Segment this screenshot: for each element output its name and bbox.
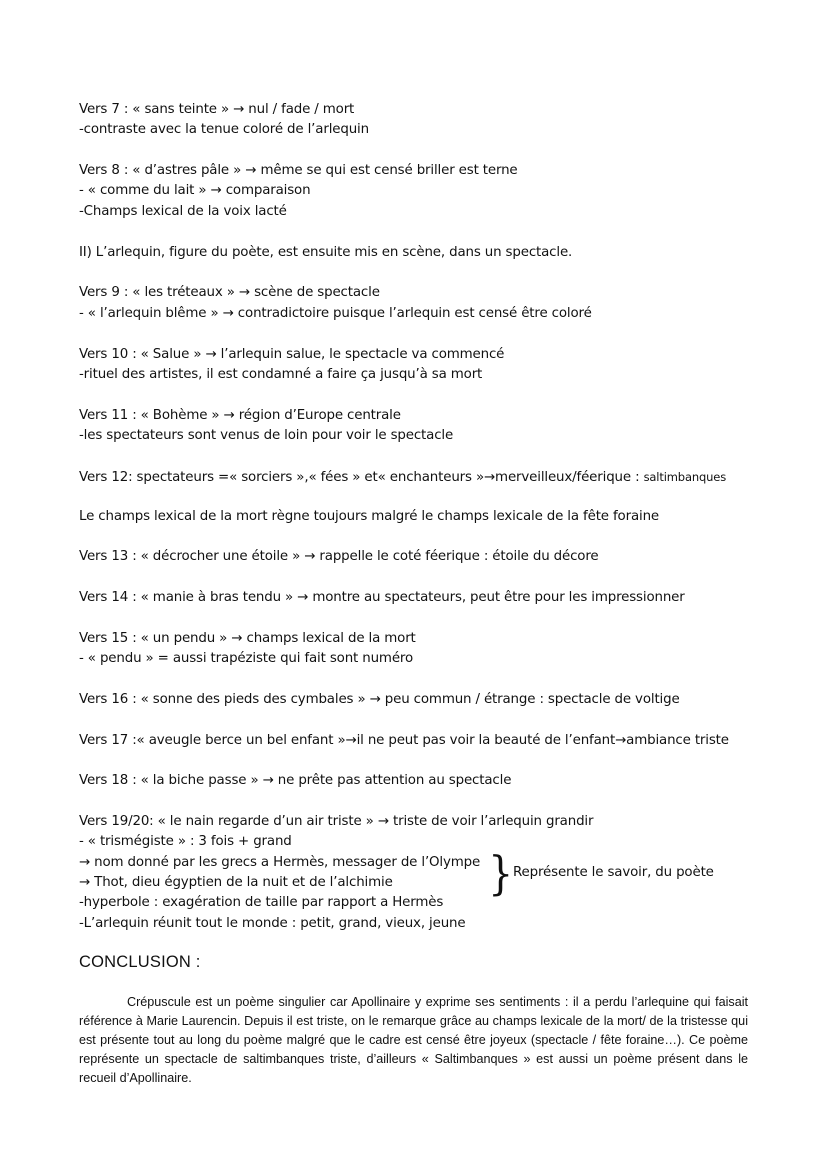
line-vers10-note: -rituel des artistes, il est condamné a faire ça jusqu’à sa mort: [79, 367, 483, 382]
line-vers8-note2: -Champs lexical de la voix lacté: [79, 204, 287, 219]
curly-brace: }: [488, 846, 514, 900]
line-vers19-20-note1: - « trismégiste » : 3 fois + grand: [79, 834, 292, 849]
line-vers9: Vers 9 : « les tréteaux » → scène de spectacle: [79, 285, 380, 300]
line-vers12: [79, 468, 726, 487]
line-vers7: Vers 7 : « sans teinte » → nul / fade / mort: [79, 102, 355, 117]
line-vers8-note1: - « comme du lait » → comparaison: [79, 183, 311, 198]
line-vers13: Vers 13 : « décrocher une étoile » → rappelle le coté féerique : étoile du décore: [79, 549, 599, 564]
line-vers10: Vers 10 : « Salue » → l’arlequin salue, le spectacle va commencé: [79, 347, 505, 362]
line-vers16: Vers 16 : « sonne des pieds des cymbales » → peu commun / étrange : spectacle de voltige: [79, 692, 680, 707]
line-vers17: Vers 17 :« aveugle berce un bel enfant »→il ne peut pas voir la beauté de l’enfant→ambiance triste: [79, 733, 729, 748]
line-vers19-20-note5: -L’arlequin réunit tout le monde : petit, grand, vieux, jeune: [79, 916, 466, 931]
line-vers12-main: Vers 12: spectateurs =« sorciers »,« fées » et« enchanteurs »→merveilleux/féerique :: [79, 470, 644, 485]
brace-label: Représente le savoir, du poète: [513, 865, 714, 880]
line-vers19-20-note4: -hyperbole : exagération de taille par rapport a Hermès: [79, 895, 444, 910]
line-vers15-note: - « pendu » = aussi trapéziste qui fait sont numéro: [79, 651, 414, 666]
line-vers19-20-note3: → Thot, dieu égyptien de la nuit et de l’alchimie: [79, 875, 393, 890]
line-vers12-small: saltimbanques: [643, 470, 727, 484]
line-vers14: Vers 14 : « manie à bras tendu » → montre au spectateurs, peut être pour les impressionner: [79, 590, 685, 605]
line-vers7-note: -contraste avec la tenue coloré de l’arlequin: [79, 122, 369, 137]
line-vers11: Vers 11 : « Bohème » → région d’Europe centrale: [79, 408, 401, 423]
line-vers8: Vers 8 : « d’astres pâle » → même se qui est censé briller est terne: [79, 163, 518, 178]
line-vers11-note: -les spectateurs sont venus de loin pour voir le spectacle: [79, 428, 454, 443]
line-vers9-note: - « l’arlequin blême » → contradictoire puisque l’arlequin est censé être coloré: [79, 306, 592, 321]
line-champs-lexical: Le champs lexical de la mort règne toujours malgré le champs lexicale de la fête foraine: [79, 509, 660, 524]
conclusion-heading: CONCLUSION :: [79, 953, 201, 971]
line-vers19-20-note2: → nom donné par les grecs a Hermès, messager de l’Olympe: [79, 855, 481, 870]
conclusion-paragraph: Crépuscule est un poème singulier car Apollinaire y exprime ses sentiments : il a perdu l’arlequine qui faisait référence à Marie Laurencin. Depuis il est triste, on le remarque grâce au champs lexicale de la mort/ de la tristesse qui est présente tout au long du poème malgré que le cadre est censé être joyeux (spectacle / fête foraine…). Ce poème représente un spectacle de saltimbanques triste, d’ailleurs « Saltimbanques » est aussi un poème présent dans le recueil d’Apollinaire.: [79, 995, 748, 1085]
line-vers19-20: Vers 19/20: « le nain regarde d’un air triste » → triste de voir l’arlequin grandir: [79, 814, 594, 829]
line-vers18: Vers 18 : « la biche passe » → ne prête pas attention au spectacle: [79, 773, 512, 788]
line-vers15: Vers 15 : « un pendu » → champs lexical de la mort: [79, 631, 416, 646]
section-heading-ii: II) L’arlequin, figure du poète, est ensuite mis en scène, dans un spectacle.: [79, 245, 573, 260]
